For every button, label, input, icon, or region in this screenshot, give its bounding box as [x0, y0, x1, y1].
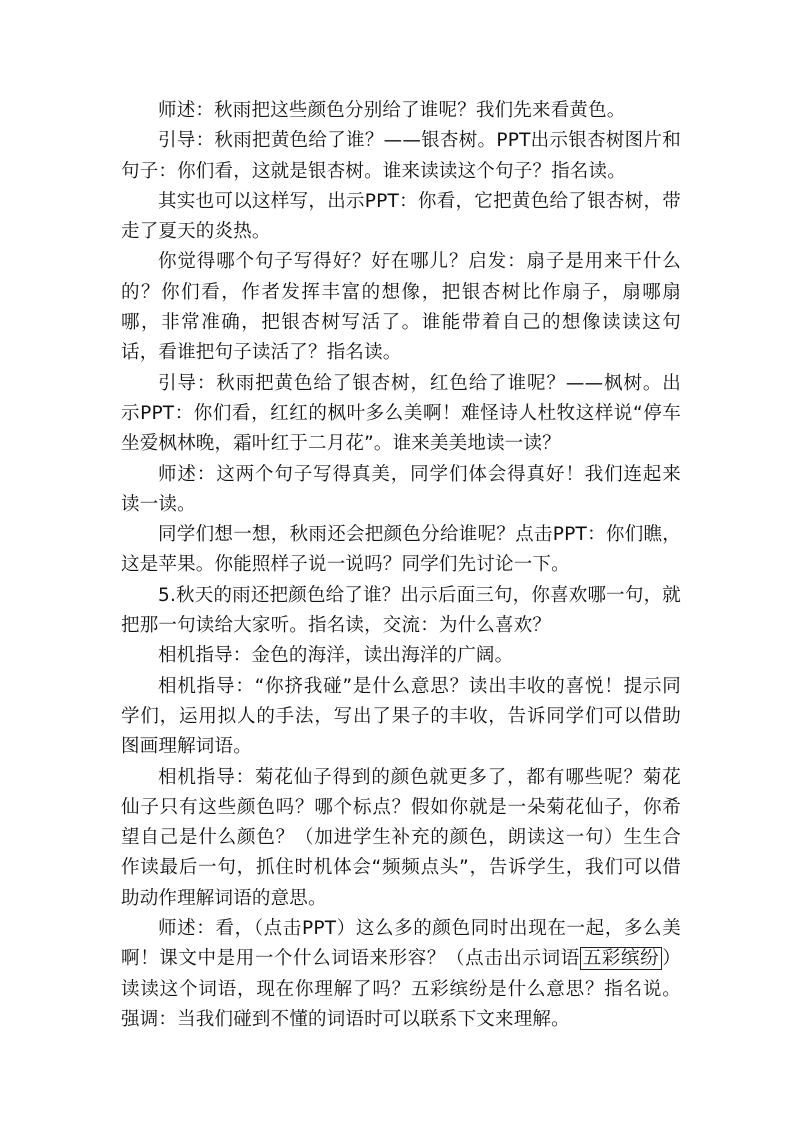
paragraph: 你觉得哪个句子写得好？好在哪儿？启发：扇子是用来干什么的？你们看，作者发挥丰富的想像，把银杏树比作扇子，扇哪扇哪，非常准确，把银杏树写活了。谁能带着自己的想像读读这句话，看谁把句子读活了？指名读。: [121, 251, 681, 364]
paragraph: 相机指导：“你挤我碰”是什么意思？读出丰收的喜悦！提示同学们，运用拟人的手法，写出了果子的丰收，告诉同学们可以借助图画理解词语。: [121, 675, 681, 758]
last-paragraph-before: 师述：看，（点击PPT）这么多的颜色同时出现在一起，多么美啊！课文中是用一个什么词语来形容？（点击出示词语: [121, 918, 681, 970]
paragraph: 其实也可以这样写，出示PPT：你看，它把黄色给了银杏树，带走了夏天的炎热。: [121, 190, 681, 243]
last-paragraph-after: ）读读这个词语，现在你理解了吗？五彩缤纷是什么意思？指名说。强调：当我们碰到不懂的词语时可以联系下文来理解。: [121, 948, 681, 1030]
paragraph: 师述：这两个句子写得真美，同学们体会得真好！我们连起来读一读。: [121, 463, 681, 515]
last-paragraph: [121, 914, 681, 1035]
paragraph: 师述：秋雨把这些颜色分别给了谁呢？我们先来看黄色。: [158, 100, 626, 121]
boxed-word: 五彩缤纷: [580, 947, 662, 970]
document-body: [121, 96, 681, 1035]
paragraph: 引导：秋雨把黄色给了谁？——银杏树。PPT出示银杏树图片和句子：你们看，这就是银杏树。谁来读读这个句子？指名读。: [121, 130, 681, 182]
paragraph: 相机指导：菊花仙子得到的颜色就更多了，都有哪些呢？菊花仙子只有这些颜色吗？哪个标点？假如你就是一朵菊花仙子，你希望自己是什么颜色？（加进学生补充的颜色，朗读这一句）生生合作读最后一句，抓住时机体会“频频点头”，告诉学生，我们可以借助动作理解词语的意思。: [121, 766, 681, 909]
paragraph: 引导：秋雨把黄色给了银杏树，红色给了谁呢？——枫树。出示PPT：你们看，红红的枫叶多么美啊！难怪诗人杜牧这样说“停车坐爱枫林晚，霜叶红于二月花”。谁来美美地读一读？: [121, 372, 681, 455]
paragraph: 相机指导：金色的海洋，读出海洋的广阔。: [158, 645, 514, 667]
paragraph: 5.秋天的雨还把颜色给了谁？出示后面三句，你喜欢哪一句，就把那一句读给大家听。指名读，交流：为什么喜欢？: [121, 584, 681, 637]
paragraph: 同学们想一想，秋雨还会把颜色分给谁呢？点击PPT：你们瞧，这是苹果。你能照样子说一说吗？同学们先讨论一下。: [121, 524, 681, 576]
